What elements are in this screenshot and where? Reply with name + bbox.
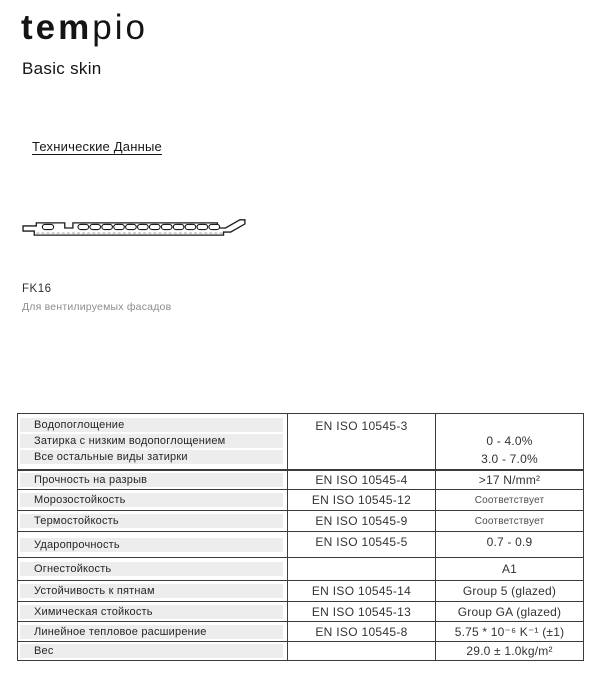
table-row [18, 532, 584, 558]
table-row [18, 642, 584, 661]
value-cell: A1 [436, 558, 584, 581]
property-cell [18, 602, 288, 622]
standard-cell: EN ISO 10545-14 [288, 581, 436, 602]
product-code: FK16 [22, 283, 52, 295]
table-row [18, 581, 584, 602]
property-cell [18, 581, 288, 602]
value-line [436, 414, 583, 432]
property-label: Линейное тепловое расширение [20, 625, 283, 639]
property-label: Затирка с низким водопоглощением [20, 434, 283, 448]
table-row [18, 470, 584, 490]
property-label: Водопоглощение [20, 418, 283, 432]
standard-cell: EN ISO 10545-9 [288, 511, 436, 532]
standard-cell [288, 642, 436, 661]
property-cell [18, 642, 288, 661]
tempio-logo [21, 10, 148, 45]
property-cell [18, 622, 288, 642]
value-line: 3.0 - 7.0% [481, 452, 538, 467]
property-cell [18, 511, 288, 532]
value-cell: Group GA (glazed) [436, 602, 584, 622]
property-cell [18, 532, 288, 558]
property-label: Устойчивость к пятнам [20, 584, 283, 598]
property-label: Прочность на разрыв [20, 473, 283, 487]
value-line: 0 - 4.0% [486, 434, 533, 449]
product-line-subtitle: Basic skin [22, 59, 102, 78]
technical-data-table [17, 413, 584, 661]
property-label: Морозостойкость [20, 493, 283, 507]
standard-cell: EN ISO 10545-12 [288, 490, 436, 511]
logo-light-part: pio [92, 8, 148, 47]
property-label: Все остальные виды затирки [20, 450, 283, 464]
product-description: Для вентилируемых фасадов [22, 301, 172, 313]
property-cell [18, 470, 288, 490]
value-cell: Соответствует [436, 490, 584, 511]
value-cell: >17 N/mm² [436, 470, 584, 490]
value-cell [436, 414, 584, 470]
panel-profile-drawing [20, 213, 250, 245]
standard-cell: EN ISO 10545-8 [288, 622, 436, 642]
value-cell: Соответствует [436, 511, 584, 532]
property-label: Огнестойкость [20, 562, 283, 576]
standard-cell [288, 558, 436, 581]
value-cell: 0.7 - 0.9 [436, 532, 584, 558]
value-cell: 29.0 ± 1.0kg/m² [436, 642, 584, 661]
standard-cell: EN ISO 10545-3 [288, 414, 436, 470]
property-cell [18, 414, 288, 470]
table-row [18, 622, 584, 642]
table-row [18, 414, 584, 470]
standard-cell: EN ISO 10545-13 [288, 602, 436, 622]
standard-cell: EN ISO 10545-4 [288, 470, 436, 490]
property-cell [18, 490, 288, 511]
value-cell: Group 5 (glazed) [436, 581, 584, 602]
property-label: Ударопрочность [20, 538, 283, 552]
table-row [18, 558, 584, 581]
value-cell: 5.75 * 10⁻⁶ K⁻¹ (±1) [436, 622, 584, 642]
property-label: Химическая стойкость [20, 605, 283, 619]
property-label: Вес [20, 644, 283, 658]
standard-cell: EN ISO 10545-5 [288, 532, 436, 558]
property-cell [18, 558, 288, 581]
table-row [18, 602, 584, 622]
table-row [18, 490, 584, 511]
property-label: Термостойкость [20, 514, 283, 528]
logo-bold-part: tem [21, 8, 93, 47]
section-title: Технические Данные [32, 139, 162, 154]
table-row [18, 511, 584, 532]
